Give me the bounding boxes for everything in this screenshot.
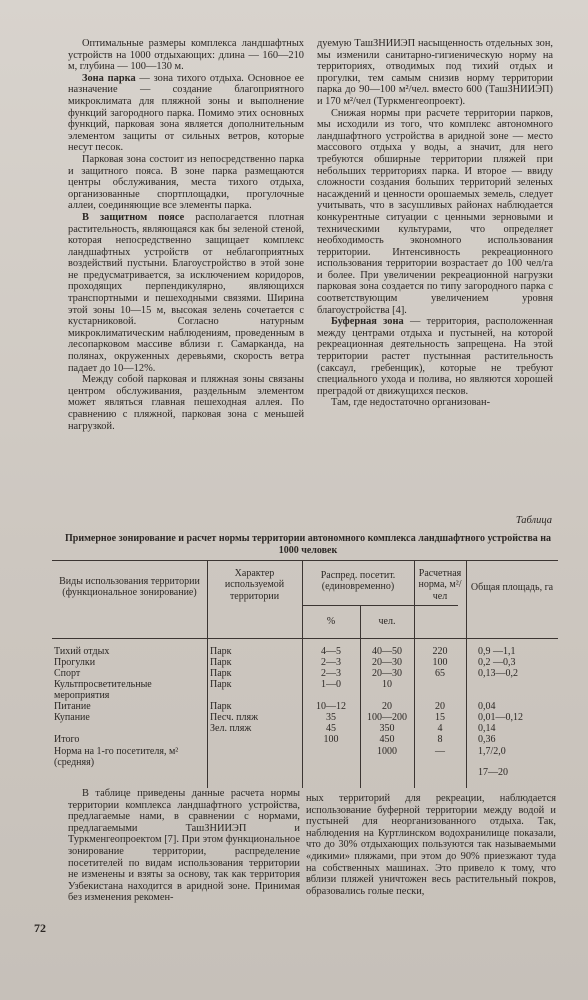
- table-cell-norm: 4: [437, 723, 443, 734]
- table-cell-pct: 10—12: [316, 701, 346, 712]
- text-column-left-top: [68, 38, 304, 432]
- term-bold: Зона парка: [82, 72, 136, 84]
- table-cell-norm: 8: [437, 734, 443, 745]
- table-cell-norm: 65: [435, 668, 445, 679]
- table-cell-pct: 2—3: [321, 668, 341, 679]
- table-cell-pct: 4—5: [321, 646, 341, 657]
- table-cell-norm: 15: [435, 712, 445, 723]
- paragraph: Между собой парковая и пляжная зоны связаны центром обслуживания, раздельным элементом может являться главная пешеходная аллея. По сравнению с пляжной, парковая зона с меньшей нагрузкой.: [68, 374, 304, 432]
- table-cell-ppl: 20—30: [372, 657, 402, 668]
- header-area: Общая площадь, га: [470, 582, 554, 593]
- table-cell-type: Парк: [210, 679, 232, 690]
- table-cell-use: Норма на 1-го посетителя, м² (средняя): [54, 746, 179, 769]
- paragraph: Там, где недостаточно организован-: [331, 397, 491, 409]
- paragraph: Парковая зона состоит из непосредственно парка и защитного пояса. В зоне парка размещаются центры обслуживания, места тихого отдыха, организованные спортплощадки, прогулочные аллеи, соединяющие все элементы парка.: [68, 153, 304, 212]
- table-cell-use: Культпросветительные мероприятия: [54, 679, 152, 702]
- table-cell-use: Питание: [54, 701, 91, 712]
- paragraph: В таблице приведены данные расчета нормы территории комплекса ландшафтного устройства, предлагаемые нами, в сравнении с нормами, предлагаемыми ТашЗНИИЭП и Туркменгеопроектом [7]. При этом функциональное зонирование территории, распределение посетителей по видам использования территории не изменены и взяты за основу, так как территория Узбекистана находится в аридной зоне. Принимая без изменения рекомен-: [68, 788, 300, 904]
- table-cell-ppl: 450: [379, 734, 395, 745]
- paragraph: [68, 73, 304, 154]
- table-cell-pct: 35: [326, 712, 336, 723]
- table-cell-area: 0,13—0,2: [478, 668, 518, 679]
- table-cell-use: Спорт: [54, 668, 81, 679]
- paragraph: [68, 212, 304, 374]
- table-rule-subheader: [302, 605, 458, 606]
- text-column-right-bottom: [306, 793, 556, 897]
- table-cell-type: Парк: [210, 657, 232, 668]
- table-cell-area: 0,04: [478, 701, 496, 712]
- table-rule-top: [52, 560, 558, 561]
- paragraph-text: — зона тихого отдыха. Основное ее назначение — создание благоприятного микроклимата для пляжной зоны и выполнение функций загородного парка. Помимо этих основных функций, парковая зона является дополнительным элементом защиты от сильных ветров, которые несут песок.: [68, 72, 304, 154]
- table-cell-pct: 1—0: [321, 679, 341, 690]
- table-cell-area: 0,14: [478, 723, 496, 734]
- table-cell-norm: 20: [435, 701, 445, 712]
- header-type: Характер используемой территории: [224, 568, 285, 602]
- table-cell-norm: —: [435, 746, 445, 757]
- table-cell-type: Парк: [210, 646, 232, 657]
- table-cell-ppl: 100—200: [367, 712, 407, 723]
- paragraph: ных территорий для рекреации, наблюдается использование буферной территории между водой и пустыней для неорганизованного отдыха. Так, наблюдения на Куртлинском водохранилище показали, что до 30% отдыхающих пользуются так называемыми «дикими» пляжами, при этом до 90% приезжают туда на собственных машинах. Это привело к тому, что вблизи пляжей уничтожен весь растительный покров, образовались голые пески,: [306, 793, 556, 897]
- table-cell-ppl: 20: [382, 701, 392, 712]
- table-cell-ppl: 40—50: [372, 646, 402, 657]
- header-use: Виды использования территории (функциональное зонирование): [59, 576, 200, 599]
- table-rule-header: [52, 638, 558, 639]
- zoning-table: [52, 560, 558, 788]
- paragraph-text: — территория, расположенная между центрами отдыха и пустыней, на которой рекреационная деятельность запрещена. На этой территории растет пустынная растительность (саксаул, гребенщик), которые не требуют специального ухода и полива, но являются хорошей преградой от движущихся песков.: [317, 316, 553, 397]
- table-cell-pct: 2—3: [321, 657, 341, 668]
- header-people: чел.: [378, 616, 396, 627]
- table-cell-ppl: 20—30: [372, 668, 402, 679]
- header-visitors: Распред. посетит. (единовременно): [320, 570, 396, 593]
- table-cell-type: Песч. пляж: [210, 712, 259, 723]
- table-cell-use: Прогулки: [54, 657, 96, 668]
- paragraph: Снижая нормы при расчете территории парков, мы исходили из того, что комплекс автономного ландшафтного устройства в аридной зоне — место массового отдыха у воды, а значит, для него требуются обширные территории пляжей при небольших территориях парка. И второе — ввиду сложности создания больших территорий зеленых насаждений и ценности орошаемых земель, следует учитывать, что в засушливых районах наблюдается конкурентные ситуации с ценными зерновыми и техническими культурами, что определяет необходимость экономного использования территории. Интенсивность рекреационного использования территории возрастает до 100 чел/га и более. При увеличении рекреационной нагрузки парковая зона создается по типу загородного парка с соответствующим увеличением уровня благоустройства [4].: [317, 107, 553, 316]
- header-norm: Расчетная норма, м²/чел: [418, 568, 462, 602]
- paragraph: дуемую ТашЗНИИЭП насыщенность отдельных зон, мы изменили санитарно-гигиеническую норму на территориях, отводимых под тихий отдых и прогулки, тем самым снизив норму территории парка до 90—100 м²/чел. вместо 600 (ТашЗНИИЭП) и 170 м²/чел (Туркменгеопроект).: [317, 38, 553, 107]
- table-rule-v3: [360, 605, 361, 788]
- paragraph: [317, 316, 553, 397]
- table-cell-norm: 100: [432, 657, 448, 668]
- table-cell-norm: 220: [432, 646, 448, 657]
- page-number: 72: [34, 921, 46, 935]
- table-cell-area: 0,01—0,12: [478, 712, 523, 723]
- term-bold: Буферная зона: [331, 316, 404, 328]
- table-cell-pct: 100: [323, 734, 339, 745]
- table-cell-ppl: 1000: [377, 746, 397, 757]
- table-title: Примерное зонирование и расчет нормы территории автономного комплекса ландшафтного устройства на 1000 человек: [65, 533, 551, 556]
- header-percent: %: [326, 616, 336, 627]
- table-cell-use: Тихий отдых: [54, 646, 110, 657]
- table-cell-type: Парк: [210, 668, 232, 679]
- table-cell-ppl: 350: [379, 723, 395, 734]
- table-cell-area: 0,36: [478, 734, 496, 745]
- table-cell-area: 17—20: [478, 767, 508, 778]
- table-cell-area: 0,2 —0,3: [478, 657, 516, 668]
- paragraph-text: располагается плотная растительность, являющаяся как бы зеленой стеной, которая непосредственно защищает комплекс ландшафтных устройств от неблагоприятных воздействий пустыни. Благоустройство в этой зоне не предусматривается, за исключением коридоров, проходящих перпендикулярно, являющихся транспортными и пешеходными связями. Ширина этой зоны 10—15 м, высокая зелень сочетается с кустарниковой. Согласно натурным микроклиматическим наблюдениям, проведенным в лесопарковом массиве вблизи г. Самарканда, на полянах, окруженных деревьями, скорость ветра падает до 10—12%.: [68, 211, 304, 374]
- term-bold: В защитном поясе: [82, 211, 185, 223]
- table-cell-type: Парк: [210, 701, 232, 712]
- table-label: Таблица: [515, 515, 552, 526]
- table-rule-v5: [466, 560, 467, 788]
- table-cell-area: 0,9 —1,1: [478, 646, 516, 657]
- text-column-left-bottom: [68, 788, 300, 904]
- table-cell-use: Итого: [54, 734, 80, 745]
- table-cell-area: 1,7/2,0: [478, 746, 506, 757]
- text-column-right-top: [317, 38, 553, 409]
- table-cell-type: Зел. пляж: [210, 723, 252, 734]
- table-cell-ppl: 10: [382, 679, 392, 690]
- paragraph: Оптимальные размеры комплекса ландшафтных устройств на 1000 отдыхающих: длина — 160—210 м, глубина — 100—130 м.: [68, 38, 304, 73]
- table-cell-use: Купание: [54, 712, 90, 723]
- table-cell-pct: 45: [326, 723, 336, 734]
